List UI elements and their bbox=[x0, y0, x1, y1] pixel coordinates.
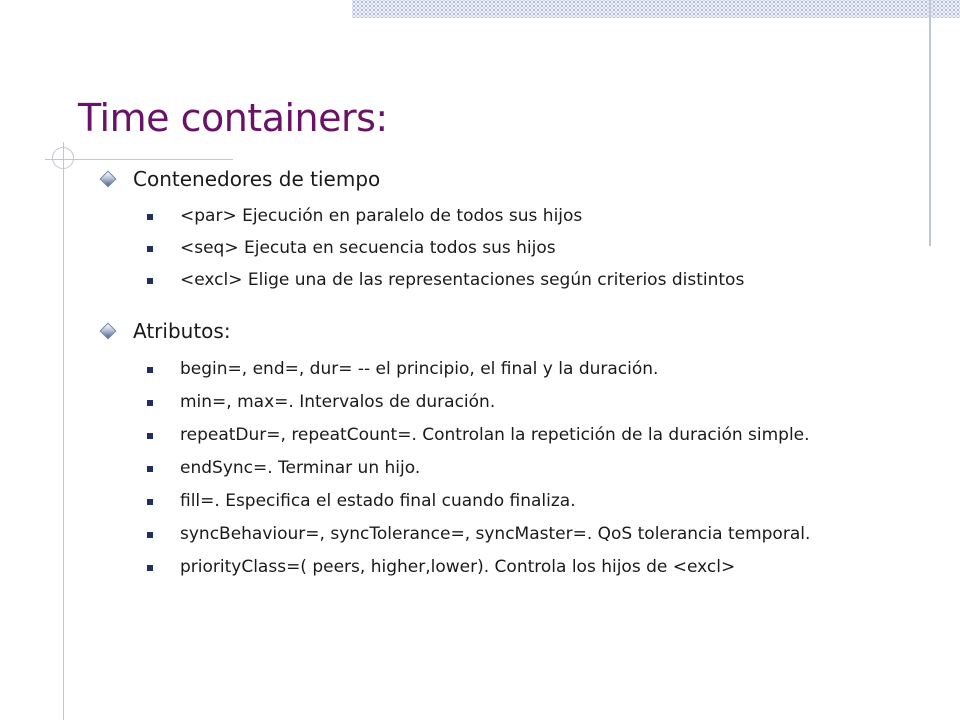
list-item-text: endSync=. Terminar un hijo. bbox=[180, 458, 421, 478]
diamond-bullet-icon bbox=[100, 171, 117, 188]
list-item bbox=[100, 425, 920, 446]
decorative-circle bbox=[52, 147, 74, 169]
list-item bbox=[100, 524, 920, 545]
list-item-text: <par> Ejecución en paralelo de todos sus hijos bbox=[180, 206, 583, 226]
square-bullet-icon bbox=[147, 499, 153, 505]
square-bullet-icon bbox=[147, 466, 153, 472]
square-bullet-icon bbox=[147, 400, 153, 406]
list-item-text: min=, max=. Intervalos de duración. bbox=[180, 392, 496, 412]
sub-bullet-list bbox=[100, 359, 920, 578]
square-bullet-icon bbox=[147, 433, 153, 439]
list-item bbox=[100, 359, 920, 380]
square-bullet-icon bbox=[147, 246, 153, 252]
section-heading-row bbox=[100, 318, 920, 344]
decorative-vertical-line-left bbox=[63, 142, 64, 720]
square-bullet-icon bbox=[147, 278, 153, 284]
list-item bbox=[100, 392, 920, 413]
diamond-bullet-icon bbox=[100, 323, 117, 340]
list-item-text: syncBehaviour=, syncTolerance=, syncMaster=. QoS tolerancia temporal. bbox=[180, 524, 811, 544]
top-pattern-band bbox=[352, 0, 960, 18]
list-item-text: <seq> Ejecuta en secuencia todos sus hijos bbox=[180, 238, 556, 258]
square-bullet-icon bbox=[147, 367, 153, 373]
list-item-text: fill=. Especifica el estado final cuando finaliza. bbox=[180, 491, 576, 511]
square-bullet-icon bbox=[147, 214, 153, 220]
list-item bbox=[100, 238, 800, 259]
section-contenedores bbox=[100, 166, 800, 302]
list-item bbox=[100, 491, 920, 512]
decorative-vertical-line-right bbox=[929, 0, 931, 246]
square-bullet-icon bbox=[147, 565, 153, 571]
section-atributos bbox=[100, 318, 920, 590]
list-item bbox=[100, 270, 800, 291]
list-item bbox=[100, 206, 800, 227]
list-item-text: begin=, end=, dur= -- el principio, el final y la duración. bbox=[180, 359, 659, 379]
list-item-text: <excl> Elige una de las representaciones según criterios distintos bbox=[180, 270, 745, 290]
list-item bbox=[100, 458, 920, 479]
list-item-text: priorityClass=( peers, higher,lower). Controla los hijos de <excl> bbox=[180, 557, 736, 577]
slide-title: Time containers: bbox=[78, 96, 388, 140]
sub-bullet-list bbox=[100, 206, 800, 291]
section-heading: Contenedores de tiempo bbox=[133, 167, 381, 191]
list-item bbox=[100, 557, 920, 578]
section-heading: Atributos: bbox=[133, 319, 231, 343]
square-bullet-icon bbox=[147, 532, 153, 538]
list-item-text: repeatDur=, repeatCount=. Controlan la repetición de la duración simple. bbox=[180, 425, 810, 445]
section-heading-row bbox=[100, 166, 800, 192]
